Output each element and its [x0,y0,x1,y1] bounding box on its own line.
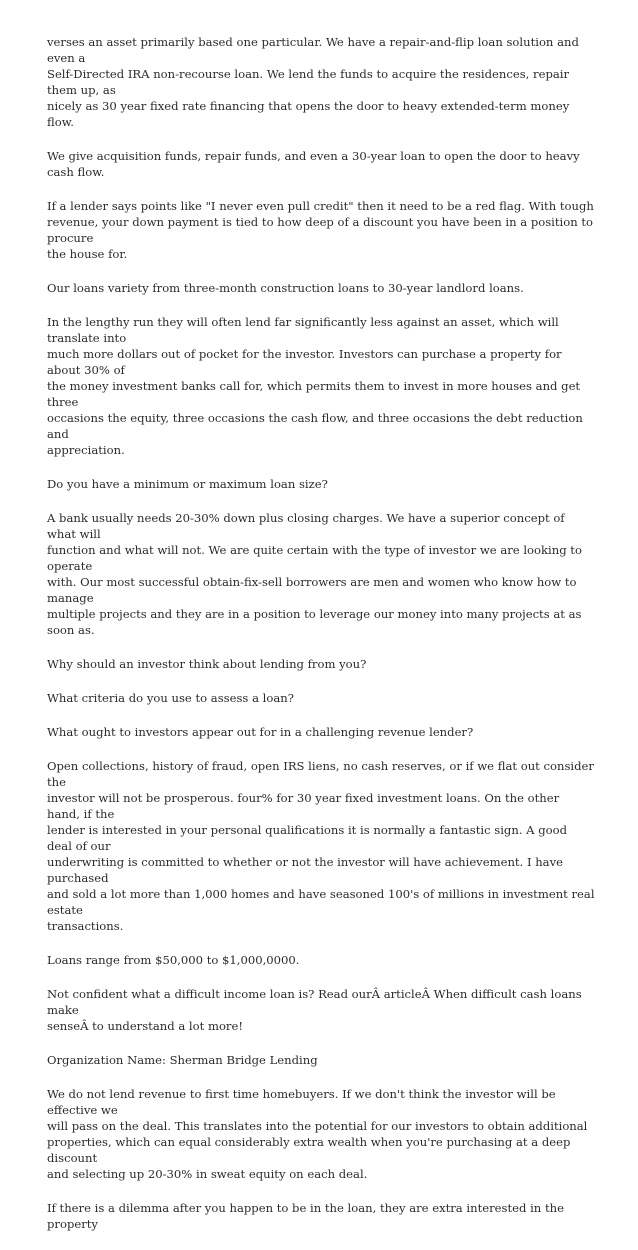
question-why-lend: Why should an investor think about lending from you? [47,657,367,671]
paragraph-lengthy-run: In the lengthy run they will often lend far significantly less against an asset, which will translate into much more dollars out of pocket for the investor. Investors can purchase a property for about 30% of the money investment banks call for, which permits them to invest in more houses and get three occasions the equity, three occasions the cash flow, and three occasions the debt reduction and appreciation. [47,315,583,457]
question-loan-size: Do you have a minimum or maximum loan size? [47,477,328,491]
document-body [47,34,595,1250]
paragraph-loan-range: Loans range from $50,000 to $1,000,0000. [47,953,300,967]
paragraph-red-flag: If a lender says points like "I never even pull credit" then it need to be a red flag. With tough revenue, your down payment is tied to how deep of a discount you have been in a position to procure the house for. [47,199,594,261]
paragraph-article-link: Not confident what a difficult income loan is? Read ourÂ articleÂ When difficult cash loans make senseÂ to understand a lot more! [47,987,582,1033]
question-criteria: What criteria do you use to assess a loan? [47,691,294,705]
paragraph-loan-variety: Our loans variety from three-month construction loans to 30-year landlord loans. [47,281,524,295]
paragraph-acquisition-funds: We give acquisition funds, repair funds, and even a 30-year loan to open the door to heavy cash flow. [47,149,580,179]
paragraph-open-collections: Open collections, history of fraud, open IRS liens, no cash reserves, or if we flat out consider the investor will not be prosperous. four% for 30 year fixed investment loans. On the other hand, if the lender is interested in your personal qualifications it is normally a fantastic sign. A good deal of our underwriting is committed to whether or not the investor will have achievement. I have purchased and sold a lot more than 1,000 homes and have seasoned 100's of millions in investment real estate transactions. [47,759,595,933]
paragraph-asset-based-loans: verses an asset primarily based one particular. We have a repair-and-flip loan solution and even a Self-Directed IRA non-recourse loan. We lend the funds to acquire the residences, repair them up, as nicely as 30 year fixed rate financing that opens the door to heavy extended-term money flow. [47,35,579,129]
paragraph-bank-down-payment: A bank usually needs 20-30% down plus closing charges. We have a superior concept of what will function and what will not. We are quite certain with the type of investor we are looking to operate with. Our most successful obtain-fix-sell borrowers are men and women who know how to manage multiple projects and they are in a position to leverage our money into many projects at as soon as. [47,511,582,637]
paragraph-dilemma: If there is a dilemma after you happen to be in the loan, they are extra interested in the property [47,1201,564,1231]
question-what-to-look-for: What ought to investors appear out for in a challenging revenue lender? [47,725,474,739]
paragraph-first-time-homebuyers: We do not lend revenue to first time homebuyers. If we don't think the investor will be effective we will pass on the deal. This translates into the potential for our investors to obtain additional properties, which can equal considerably extra wealth when you're purchasing at a deep discount and selecting up 20-30% in sweat equity on each deal. [47,1087,588,1181]
paragraph-organization-name: Organization Name: Sherman Bridge Lending [47,1053,318,1067]
